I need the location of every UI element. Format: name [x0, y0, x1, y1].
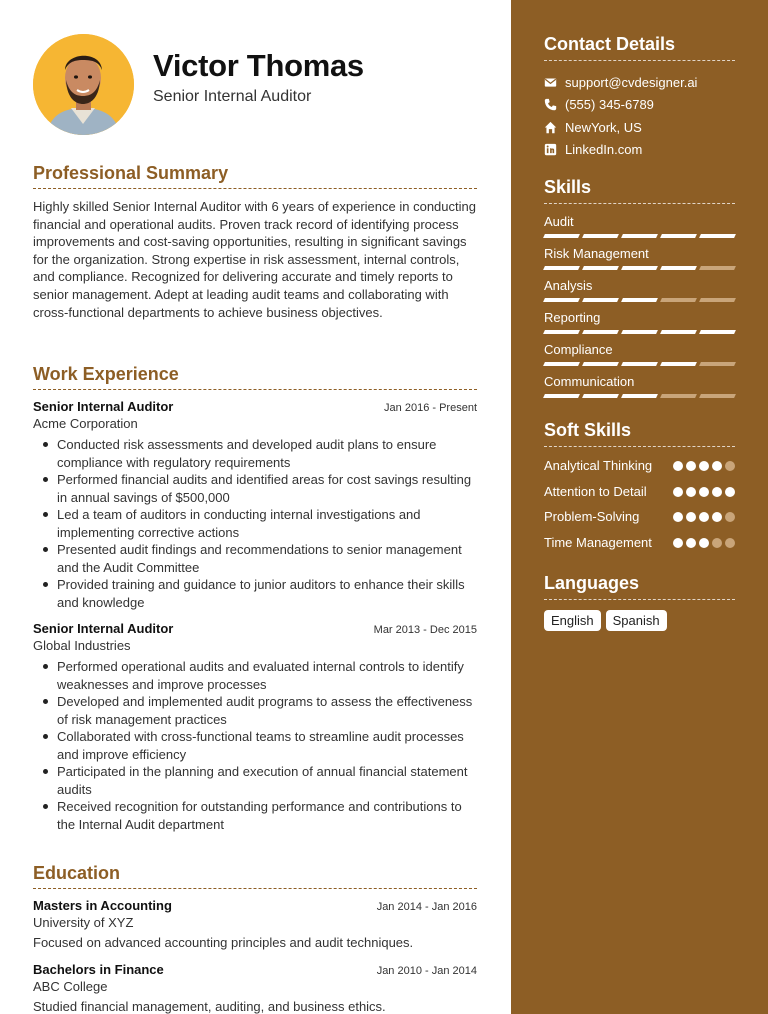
skill-name: Audit [544, 214, 574, 229]
phone-text: (555) 345-6789 [565, 97, 654, 113]
location-text: NewYork, US [565, 119, 642, 135]
skill-level-segment [582, 298, 619, 302]
skill-level-segment [543, 394, 580, 398]
rating-dot [686, 461, 696, 471]
skill-level-bar [544, 266, 735, 270]
school: ABC College [33, 979, 108, 994]
experience-section [33, 364, 477, 843]
skill-item [544, 214, 735, 238]
list-item: Performed operational audits and evaluated internal controls to identify weaknesses and improve processes [33, 658, 477, 693]
skill-name: Communication [544, 374, 635, 389]
rating-dot [712, 538, 722, 548]
rating-dot [725, 512, 735, 522]
skill-level-segment [543, 266, 580, 270]
section-title: Languages [544, 573, 735, 600]
language-badge: English [544, 610, 601, 631]
rating-dot [673, 487, 683, 497]
contact-phone[interactable] [544, 94, 735, 117]
rating-dot [673, 461, 683, 471]
skill-level-segment [621, 330, 658, 334]
candidate-name: Victor Thomas [153, 48, 364, 83]
language-badge: Spanish [606, 610, 667, 631]
soft-skill-item [544, 483, 735, 501]
rating-dot [686, 487, 696, 497]
section-title: Contact Details [544, 34, 735, 61]
skill-item [544, 310, 735, 334]
rating-dot [712, 461, 722, 471]
list-item: Performed financial audits and identified areas for cost savings resulting in annual savings of $500,000 [33, 471, 477, 506]
skill-level-segment [621, 394, 658, 398]
skill-level-segment [621, 298, 658, 302]
soft-skill-name: Attention to Detail [544, 483, 647, 499]
rating-dot [699, 487, 709, 497]
skills-list [544, 214, 735, 398]
list-item: Provided training and guidance to junior auditors to enhance their skills and knowledge [33, 576, 477, 611]
list-item: Presented audit findings and recommendations to senior management and the Audit Committee [33, 541, 477, 576]
skill-name: Reporting [544, 310, 601, 325]
soft-skill-name: Analytical Thinking [544, 458, 653, 473]
languages-list [544, 610, 735, 631]
rating-dot [686, 512, 696, 522]
section-title: Skills [544, 177, 735, 204]
rating-dot [686, 538, 696, 548]
skill-name: Compliance [544, 342, 613, 357]
soft-skill-item [544, 508, 735, 526]
skill-level-segment [582, 266, 619, 270]
skill-level-segment [660, 394, 697, 398]
skill-level-segment [582, 362, 619, 366]
skill-level-segment [582, 234, 619, 238]
section-title: Work Experience [33, 364, 477, 390]
skill-level-segment [660, 266, 697, 270]
skill-item [544, 374, 735, 398]
contact-location [544, 116, 735, 139]
rating-dot [725, 487, 735, 497]
education-section [33, 863, 477, 1014]
skill-level-segment [582, 394, 619, 398]
soft-skill-item [544, 534, 735, 552]
skill-level-segment [543, 362, 580, 366]
job-title: Senior Internal Auditor [33, 621, 174, 636]
skill-level-segment [699, 362, 736, 366]
section-title: Soft Skills [544, 420, 735, 447]
skill-item [544, 278, 735, 302]
contact-email[interactable] [544, 71, 735, 94]
education-description: Studied financial management, auditing, and business ethics. [33, 999, 386, 1014]
envelope-icon [544, 76, 557, 89]
soft-skill-rating [673, 538, 735, 548]
education-date: Jan 2010 - Jan 2014 [376, 965, 477, 977]
education-description: Focused on advanced accounting principles and audit techniques. [33, 935, 414, 950]
skill-level-segment [543, 330, 580, 334]
skill-level-segment [699, 330, 736, 334]
section-title: Education [33, 863, 477, 889]
home-icon [544, 121, 557, 134]
skill-level-segment [660, 330, 697, 334]
section-title: Professional Summary [33, 163, 477, 189]
job-company: Acme Corporation [33, 416, 138, 431]
skill-item [544, 246, 735, 270]
list-item: Led a team of auditors in conducting internal investigations and implementing corrective actions [33, 506, 477, 541]
skill-level-bar [544, 330, 735, 334]
skill-level-bar [544, 234, 735, 238]
contact-list [544, 71, 735, 161]
rating-dot [673, 538, 683, 548]
soft-skill-name: Time Management [544, 534, 652, 550]
skill-level-segment [621, 234, 658, 238]
skill-level-bar [544, 394, 735, 398]
rating-dot [699, 538, 709, 548]
skill-level-bar [544, 362, 735, 366]
soft-skill-item [544, 457, 735, 475]
school: University of XYZ [33, 915, 134, 930]
degree: Masters in Accounting [33, 898, 172, 913]
skill-level-segment [699, 298, 736, 302]
linkedin-text: LinkedIn.com [565, 142, 643, 158]
job-bullets [33, 658, 477, 833]
avatar [33, 34, 134, 135]
job-entry [33, 621, 477, 833]
list-item: Participated in the planning and execution of annual financial statement audits [33, 763, 477, 798]
contact-linkedin[interactable] [544, 139, 735, 162]
list-item: Collaborated with cross-functional teams to streamline audit processes and improve efficiency [33, 728, 477, 763]
candidate-role: Senior Internal Auditor [153, 88, 312, 105]
skill-level-segment [660, 298, 697, 302]
skill-name: Risk Management [544, 246, 649, 261]
skill-level-segment [699, 394, 736, 398]
phone-icon [544, 98, 557, 111]
person-photo-icon [33, 34, 134, 135]
summary-section [33, 163, 477, 321]
rating-dot [699, 512, 709, 522]
email-text: support@cvdesigner.ai [565, 74, 698, 90]
education-entry [33, 962, 477, 1014]
rating-dot [673, 512, 683, 522]
soft-skill-name: Problem-Solving [544, 509, 640, 524]
skill-level-segment [699, 234, 736, 238]
skill-level-segment [582, 330, 619, 334]
soft-skills-list [544, 457, 735, 551]
skill-level-bar [544, 298, 735, 302]
skill-level-segment [543, 298, 580, 302]
linkedin-icon [544, 143, 557, 156]
education-entry [33, 898, 477, 950]
skill-level-segment [543, 234, 580, 238]
skill-level-segment [660, 362, 697, 366]
rating-dot [712, 512, 722, 522]
soft-skill-rating [673, 461, 735, 471]
list-item: Developed and implemented audit programs to assess the effectiveness of risk management practices [33, 693, 477, 728]
skill-level-segment [699, 266, 736, 270]
rating-dot [725, 461, 735, 471]
rating-dot [712, 487, 722, 497]
summary-text: Highly skilled Senior Internal Auditor with 6 years of experience in conducting financial and operational audits. Proven track record of identifying process improvements and cost-saving opportunities, resulting in significant savings for the organization. Strong expertise in risk assessment, internal controls, and compliance. Recognized for delivering accurate and timely reports to senior management. Adept at leading audit teams and collaborating with cross-functional departments to achieve business objectives. [33, 199, 476, 320]
list-item: Conducted risk assessments and developed audit plans to ensure compliance with regulatory requirements [33, 436, 477, 471]
skill-name: Analysis [544, 278, 593, 293]
list-item: Received recognition for outstanding performance and contributions to the Internal Audit department [33, 798, 477, 833]
degree: Bachelors in Finance [33, 962, 164, 977]
skill-level-segment [660, 234, 697, 238]
job-entry [33, 399, 477, 611]
soft-skill-rating [673, 487, 735, 497]
rating-dot [725, 538, 735, 548]
education-date: Jan 2014 - Jan 2016 [376, 901, 477, 913]
soft-skill-rating [673, 512, 735, 522]
skill-level-segment [621, 266, 658, 270]
job-bullets [33, 436, 477, 611]
skill-item [544, 342, 735, 366]
rating-dot [699, 461, 709, 471]
job-company: Global Industries [33, 638, 131, 653]
skill-level-segment [621, 362, 658, 366]
job-title: Senior Internal Auditor [33, 399, 174, 414]
job-date: Jan 2016 - Present [384, 402, 477, 414]
job-date: Mar 2013 - Dec 2015 [373, 624, 477, 636]
resume-sidebar [511, 0, 768, 1014]
